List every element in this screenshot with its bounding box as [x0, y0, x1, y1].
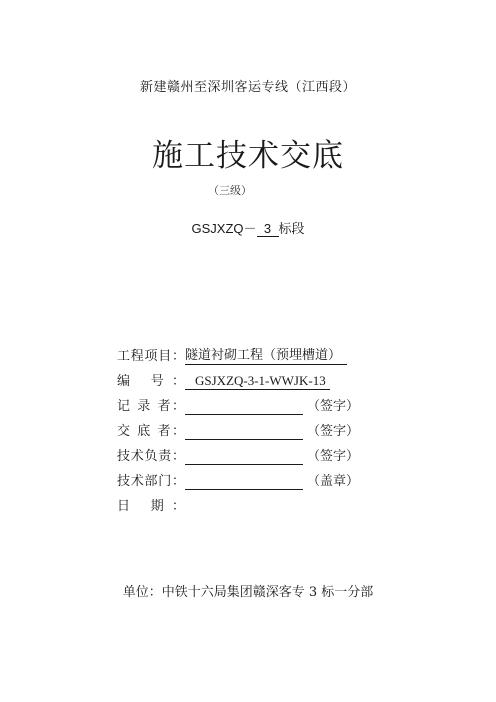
project-title: 新建赣州至深圳客运专线（江西段） [139, 80, 356, 95]
unit-value: 中铁十六局集团赣深客专 3 标一分部 [161, 585, 374, 600]
field-recorder-blank[interactable] [185, 398, 303, 415]
section-number: 3 [257, 222, 279, 237]
field-discloser [117, 422, 359, 442]
field-date-label: 日 期： [117, 499, 185, 514]
field-tech-dept-blank[interactable] [185, 473, 303, 490]
field-discloser-label: 交 底 者： [117, 424, 185, 439]
unit-label: 单位： [122, 585, 162, 600]
field-recorder-note: （签字） [307, 399, 360, 414]
field-recorder-label: 记 录 者： [117, 399, 185, 414]
disclosure-level: （三级） [208, 184, 252, 197]
section-suffix: 标段 [278, 221, 305, 236]
field-number-value[interactable]: GSJXZQ-3-1-WWJK-13 [185, 373, 330, 390]
field-project-label: 工程项目： [117, 349, 185, 364]
field-number [117, 372, 330, 392]
field-recorder [117, 397, 359, 417]
field-project [117, 347, 347, 367]
field-discloser-blank[interactable] [185, 423, 303, 440]
field-discloser-note: （签字） [307, 424, 360, 439]
field-tech-dept-note: （盖章） [307, 474, 360, 489]
field-tech-dept-label: 技术部门： [117, 474, 185, 489]
field-tech-lead-note: （签字） [307, 449, 360, 464]
field-tech-lead-blank[interactable] [185, 448, 303, 465]
unit-line [0, 581, 496, 600]
field-tech-dept [117, 472, 359, 492]
field-date [117, 497, 185, 517]
section-code-prefix: GSJXZQ－ [191, 221, 257, 236]
field-project-value[interactable]: 隧道衬砌工程（预埋槽道） [185, 348, 347, 365]
main-title: 施工技术交底 [152, 138, 344, 174]
field-tech-lead-label: 技术负责： [117, 449, 185, 464]
section-code [0, 218, 496, 237]
field-tech-lead [117, 447, 359, 467]
field-number-label: 编 号： [117, 374, 185, 389]
